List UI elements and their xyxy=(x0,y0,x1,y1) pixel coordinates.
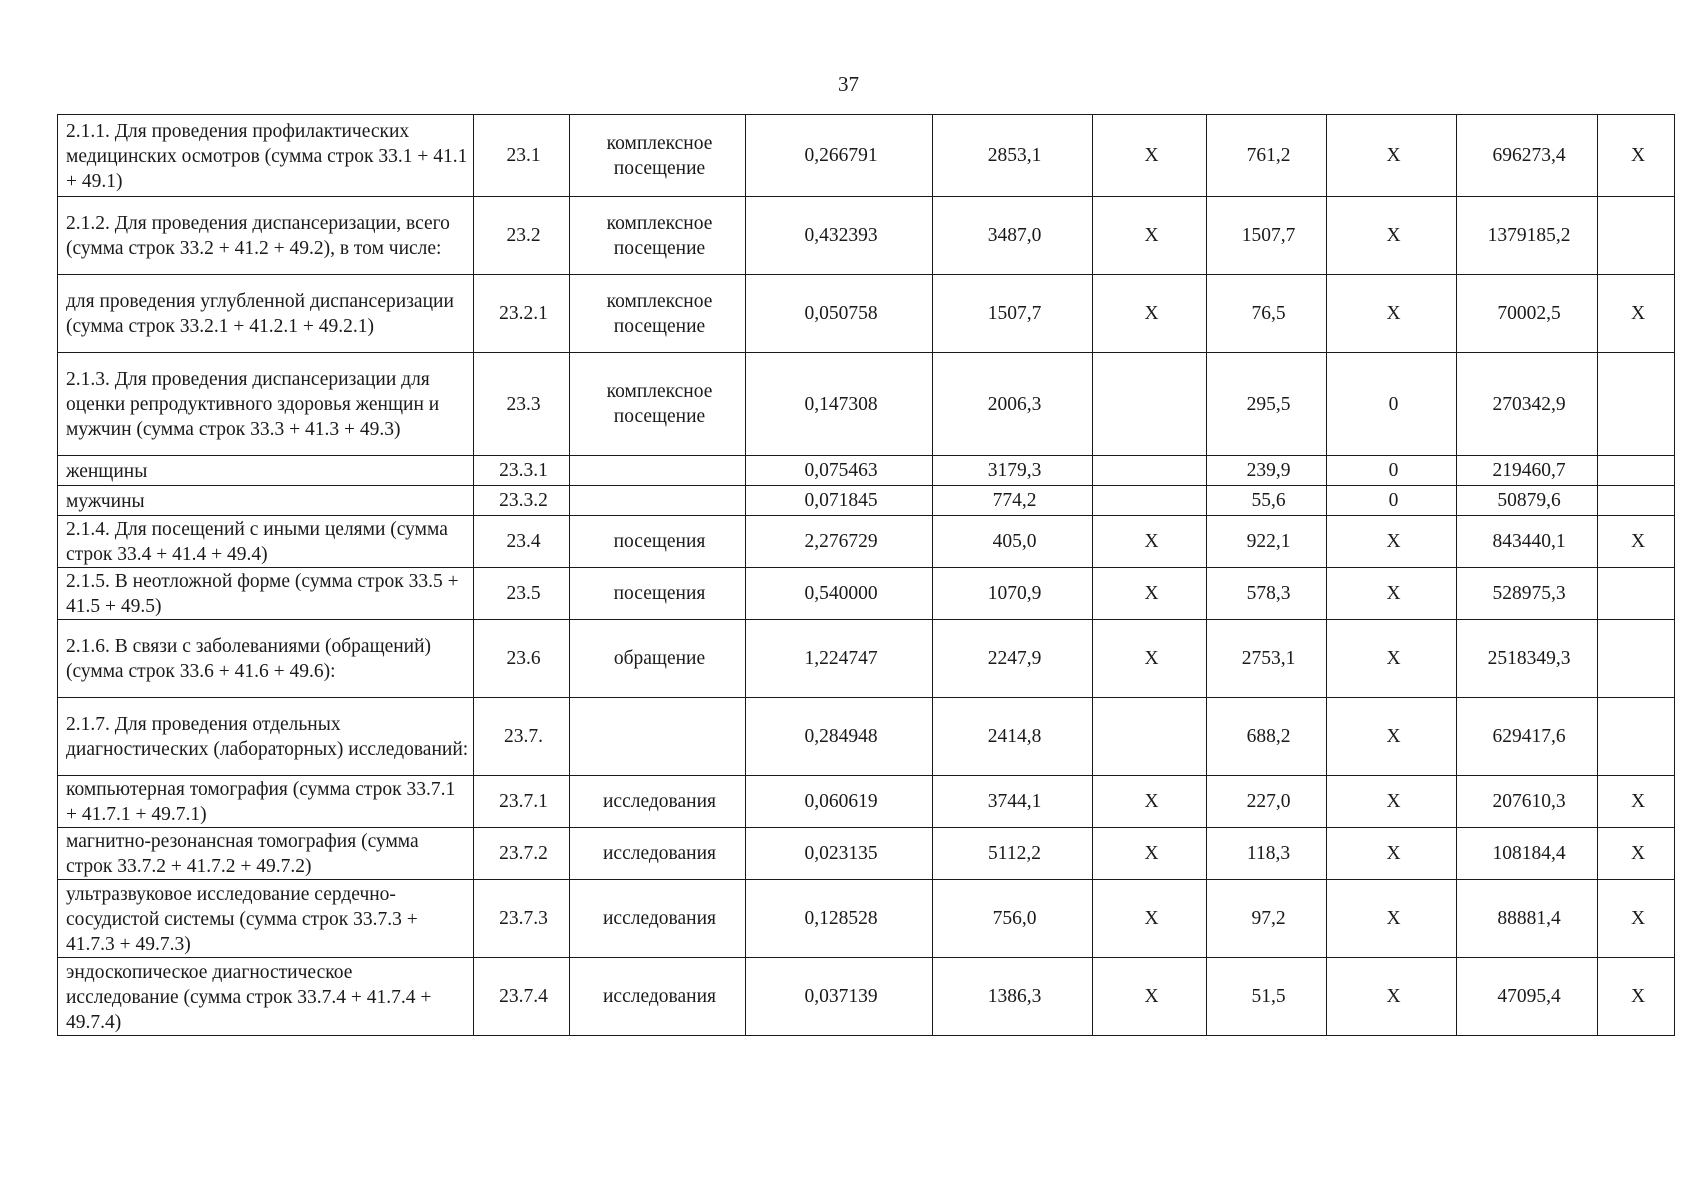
row-cost-cell: 3487,0 xyxy=(933,197,1093,275)
table-row xyxy=(58,486,1675,516)
table-row xyxy=(58,880,1675,958)
row-col8-cell: X xyxy=(1327,516,1457,568)
row-col9-cell: 696273,4 xyxy=(1457,115,1598,197)
row-col7-cell: 55,6 xyxy=(1207,486,1327,516)
row-name-cell: 2.1.5. В неотложной форме (сумма строк 33.5 + 41.5 + 49.5) xyxy=(58,568,474,620)
row-col7-cell: 239,9 xyxy=(1207,456,1327,486)
row-col9-cell: 528975,3 xyxy=(1457,568,1598,620)
row-normative-cell: 0,147308 xyxy=(746,353,933,456)
row-col8-cell: X xyxy=(1327,568,1457,620)
table-row xyxy=(58,828,1675,880)
row-col10-cell xyxy=(1598,197,1675,275)
row-col6-cell xyxy=(1093,486,1207,516)
row-line-number-cell: 23.7.2 xyxy=(474,828,570,880)
row-unit-cell: исследования xyxy=(570,958,746,1036)
row-col8-cell: X xyxy=(1327,880,1457,958)
row-cost-cell: 774,2 xyxy=(933,486,1093,516)
row-line-number-cell: 23.2.1 xyxy=(474,275,570,353)
row-col7-cell: 2753,1 xyxy=(1207,620,1327,698)
row-line-number-cell: 23.7.1 xyxy=(474,776,570,828)
row-normative-cell: 0,060619 xyxy=(746,776,933,828)
row-col7-cell: 97,2 xyxy=(1207,880,1327,958)
row-col9-cell: 2518349,3 xyxy=(1457,620,1598,698)
row-unit-cell: посещения xyxy=(570,568,746,620)
row-col10-cell: X xyxy=(1598,776,1675,828)
row-cost-cell: 2853,1 xyxy=(933,115,1093,197)
row-line-number-cell: 23.5 xyxy=(474,568,570,620)
row-cost-cell: 2247,9 xyxy=(933,620,1093,698)
row-unit-cell xyxy=(570,456,746,486)
row-unit-cell: комплексное посещение xyxy=(570,115,746,197)
row-col9-cell: 629417,6 xyxy=(1457,698,1598,776)
row-unit-cell: обращение xyxy=(570,620,746,698)
row-line-number-cell: 23.2 xyxy=(474,197,570,275)
row-normative-cell: 0,071845 xyxy=(746,486,933,516)
row-normative-cell: 0,050758 xyxy=(746,275,933,353)
row-unit-cell: исследования xyxy=(570,776,746,828)
row-col6-cell: X xyxy=(1093,828,1207,880)
row-col10-cell: X xyxy=(1598,958,1675,1036)
row-col7-cell: 76,5 xyxy=(1207,275,1327,353)
row-unit-cell: посещения xyxy=(570,516,746,568)
row-col8-cell: X xyxy=(1327,275,1457,353)
row-col7-cell: 922,1 xyxy=(1207,516,1327,568)
row-normative-cell: 0,540000 xyxy=(746,568,933,620)
row-col8-cell: X xyxy=(1327,958,1457,1036)
table-row xyxy=(58,353,1675,456)
row-col6-cell: X xyxy=(1093,197,1207,275)
row-unit-cell: комплексное посещение xyxy=(570,197,746,275)
page-number: 37 xyxy=(838,72,859,96)
table-body xyxy=(58,115,1675,1036)
row-col6-cell: X xyxy=(1093,516,1207,568)
row-cost-cell: 3179,3 xyxy=(933,456,1093,486)
row-col7-cell: 227,0 xyxy=(1207,776,1327,828)
table-row xyxy=(58,620,1675,698)
row-col6-cell xyxy=(1093,353,1207,456)
row-unit-cell: комплексное посещение xyxy=(570,275,746,353)
row-col6-cell: X xyxy=(1093,880,1207,958)
row-col9-cell: 47095,4 xyxy=(1457,958,1598,1036)
table-row xyxy=(58,456,1675,486)
row-cost-cell: 1070,9 xyxy=(933,568,1093,620)
row-normative-cell: 0,075463 xyxy=(746,456,933,486)
row-normative-cell: 0,128528 xyxy=(746,880,933,958)
row-name-cell: компьютерная томография (сумма строк 33.7.1 + 41.7.1 + 49.7.1) xyxy=(58,776,474,828)
row-col10-cell xyxy=(1598,456,1675,486)
row-name-cell: 2.1.4. Для посещений с иными целями (сумма строк 33.4 + 41.4 + 49.4) xyxy=(58,516,474,568)
row-col7-cell: 51,5 xyxy=(1207,958,1327,1036)
table-row xyxy=(58,516,1675,568)
row-cost-cell: 2414,8 xyxy=(933,698,1093,776)
row-name-cell: магнитно-резонансная томография (сумма строк 33.7.2 + 41.7.2 + 49.7.2) xyxy=(58,828,474,880)
row-col8-cell: 0 xyxy=(1327,456,1457,486)
row-col9-cell: 270342,9 xyxy=(1457,353,1598,456)
row-col6-cell: X xyxy=(1093,275,1207,353)
row-col7-cell: 1507,7 xyxy=(1207,197,1327,275)
row-unit-cell: исследования xyxy=(570,880,746,958)
row-col9-cell: 108184,4 xyxy=(1457,828,1598,880)
row-col6-cell: X xyxy=(1093,958,1207,1036)
row-unit-cell: комплексное посещение xyxy=(570,353,746,456)
row-col9-cell: 1379185,2 xyxy=(1457,197,1598,275)
row-col7-cell: 295,5 xyxy=(1207,353,1327,456)
row-name-cell: 2.1.3. Для проведения диспансеризации для оценки репродуктивного здоровья женщин и мужчин (сумма строк 33.3 + 41.3 + 49.3) xyxy=(58,353,474,456)
row-col9-cell: 50879,6 xyxy=(1457,486,1598,516)
table-row xyxy=(58,568,1675,620)
row-col9-cell: 88881,4 xyxy=(1457,880,1598,958)
row-line-number-cell: 23.3.2 xyxy=(474,486,570,516)
row-col9-cell: 219460,7 xyxy=(1457,456,1598,486)
row-col10-cell: X xyxy=(1598,516,1675,568)
row-line-number-cell: 23.7.4 xyxy=(474,958,570,1036)
row-normative-cell: 0,284948 xyxy=(746,698,933,776)
table-row xyxy=(58,698,1675,776)
row-unit-cell xyxy=(570,486,746,516)
row-name-cell: для проведения углубленной диспансеризации (сумма строк 33.2.1 + 41.2.1 + 49.2.1) xyxy=(58,275,474,353)
row-name-cell: 2.1.7. Для проведения отдельных диагностических (лабораторных) исследований: xyxy=(58,698,474,776)
row-normative-cell: 0,432393 xyxy=(746,197,933,275)
row-col8-cell: X xyxy=(1327,776,1457,828)
row-col8-cell: X xyxy=(1327,698,1457,776)
row-normative-cell: 1,224747 xyxy=(746,620,933,698)
row-col6-cell: X xyxy=(1093,568,1207,620)
row-col8-cell: X xyxy=(1327,197,1457,275)
table-row xyxy=(58,115,1675,197)
row-col8-cell: X xyxy=(1327,620,1457,698)
row-cost-cell: 2006,3 xyxy=(933,353,1093,456)
row-normative-cell: 0,037139 xyxy=(746,958,933,1036)
row-col6-cell: X xyxy=(1093,776,1207,828)
row-name-cell: эндоскопическое диагностическое исследование (сумма строк 33.7.4 + 41.7.4 + 49.7.4) xyxy=(58,958,474,1036)
row-col8-cell: X xyxy=(1327,828,1457,880)
row-col8-cell: X xyxy=(1327,115,1457,197)
row-col7-cell: 578,3 xyxy=(1207,568,1327,620)
row-normative-cell: 2,276729 xyxy=(746,516,933,568)
row-name-cell: женщины xyxy=(58,456,474,486)
row-col9-cell: 70002,5 xyxy=(1457,275,1598,353)
row-cost-cell: 3744,1 xyxy=(933,776,1093,828)
row-unit-cell xyxy=(570,698,746,776)
row-line-number-cell: 23.1 xyxy=(474,115,570,197)
row-cost-cell: 1386,3 xyxy=(933,958,1093,1036)
row-line-number-cell: 23.7. xyxy=(474,698,570,776)
row-col10-cell: X xyxy=(1598,115,1675,197)
table-row xyxy=(58,958,1675,1036)
row-col6-cell: X xyxy=(1093,115,1207,197)
row-col8-cell: 0 xyxy=(1327,486,1457,516)
row-col8-cell: 0 xyxy=(1327,353,1457,456)
row-line-number-cell: 23.3.1 xyxy=(474,456,570,486)
row-cost-cell: 1507,7 xyxy=(933,275,1093,353)
row-line-number-cell: 23.4 xyxy=(474,516,570,568)
row-col10-cell xyxy=(1598,620,1675,698)
row-col7-cell: 761,2 xyxy=(1207,115,1327,197)
row-cost-cell: 405,0 xyxy=(933,516,1093,568)
row-line-number-cell: 23.3 xyxy=(474,353,570,456)
row-normative-cell: 0,023135 xyxy=(746,828,933,880)
data-table xyxy=(57,114,1675,1036)
row-col9-cell: 207610,3 xyxy=(1457,776,1598,828)
row-col6-cell: X xyxy=(1093,620,1207,698)
row-col10-cell: X xyxy=(1598,275,1675,353)
row-col10-cell xyxy=(1598,698,1675,776)
row-line-number-cell: 23.7.3 xyxy=(474,880,570,958)
row-name-cell: 2.1.6. В связи с заболеваниями (обращений) (сумма строк 33.6 + 41.6 + 49.6): xyxy=(58,620,474,698)
table-row xyxy=(58,776,1675,828)
row-cost-cell: 5112,2 xyxy=(933,828,1093,880)
table-row xyxy=(58,197,1675,275)
row-line-number-cell: 23.6 xyxy=(474,620,570,698)
row-col10-cell xyxy=(1598,353,1675,456)
row-col6-cell xyxy=(1093,698,1207,776)
row-col7-cell: 688,2 xyxy=(1207,698,1327,776)
row-col7-cell: 118,3 xyxy=(1207,828,1327,880)
row-col10-cell: X xyxy=(1598,828,1675,880)
table-row xyxy=(58,275,1675,353)
row-name-cell: ультразвуковое исследование сердечно-сосудистой системы (сумма строк 33.7.3 + 41.7.3 + 49.7.3) xyxy=(58,880,474,958)
row-normative-cell: 0,266791 xyxy=(746,115,933,197)
row-col10-cell xyxy=(1598,486,1675,516)
row-name-cell: мужчины xyxy=(58,486,474,516)
row-name-cell: 2.1.2. Для проведения диспансеризации, всего (сумма строк 33.2 + 41.2 + 49.2), в том числе: xyxy=(58,197,474,275)
row-col10-cell xyxy=(1598,568,1675,620)
row-cost-cell: 756,0 xyxy=(933,880,1093,958)
row-col9-cell: 843440,1 xyxy=(1457,516,1598,568)
row-unit-cell: исследования xyxy=(570,828,746,880)
row-name-cell: 2.1.1. Для проведения профилактических медицинских осмотров (сумма строк 33.1 + 41.1 + 49.1) xyxy=(58,115,474,197)
row-col10-cell: X xyxy=(1598,880,1675,958)
row-col6-cell xyxy=(1093,456,1207,486)
